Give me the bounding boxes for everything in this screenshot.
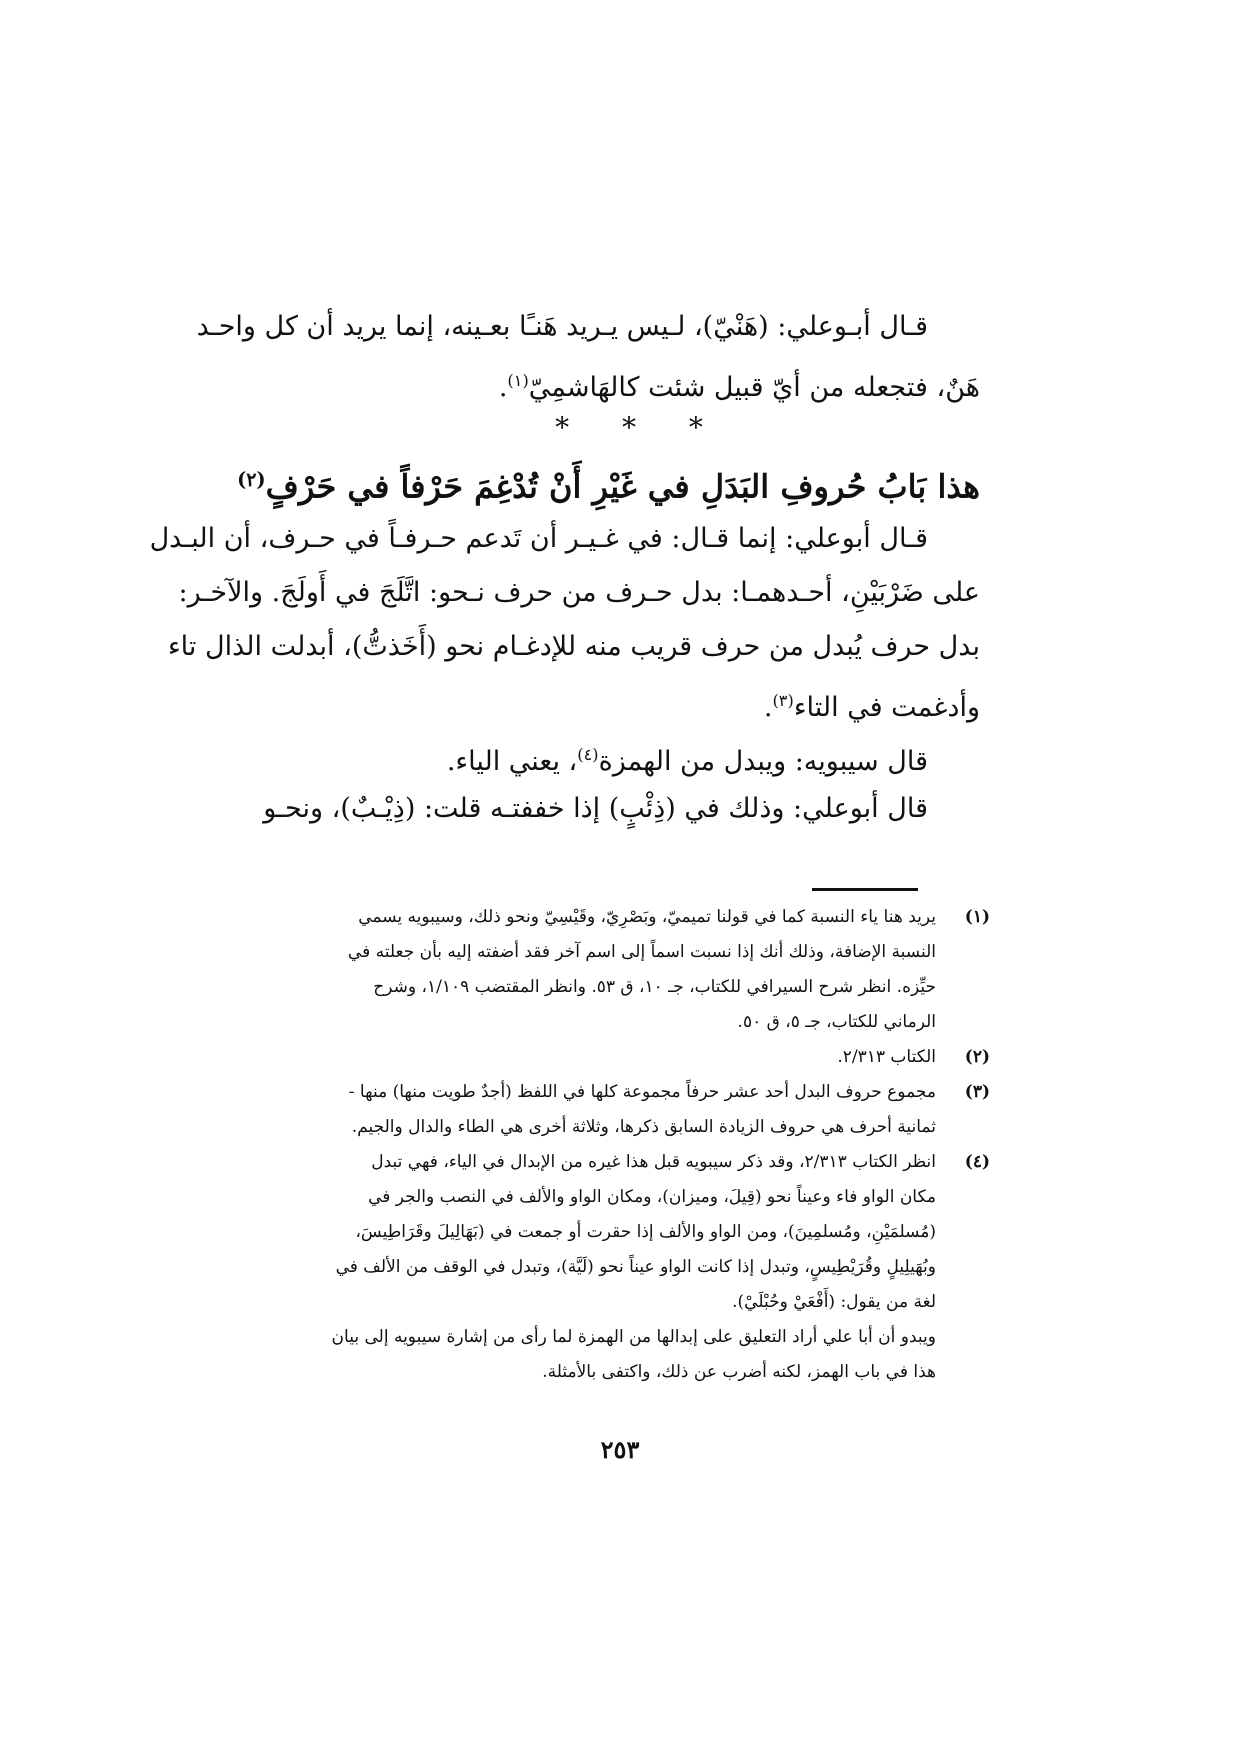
footnote-text [290,900,936,1040]
footnote-1 [290,900,990,1040]
footnote-ref-1: (١) [507,371,529,390]
paragraph-2-line-4-text: وأدغمت في التاء [793,692,980,723]
chapter-heading-text: هذا بَابُ حُروفِ البَدَلِ في غَيْرِ أَنْ تُدْغِمَ حَرْفاً في حَرْفٍ [265,467,980,506]
footnote-text [290,1145,936,1320]
footnote-line: لغة من يقول: (أَفْعَيْ وحُبْلَيْ). [732,1292,936,1312]
section-stars: * * * [555,411,725,444]
paragraph-2-line-4: وأدغمت في التاء$^{(٣)}$. [763,691,980,723]
footnote-line: يريد هنا ياء النسبة كما في قولنا تميميّ، وبَصْرِيّ، وقَيْسِيّ ونحو ذلك، وسيبويه يسمي [358,907,936,927]
footnote-text [290,1075,936,1145]
footnote-ref-3: (٣) [772,691,794,710]
footnote-3 [290,1075,990,1145]
footnote-line: ثمانية أحرف هي حروف الزيادة السابق ذكرها، وثلاثة أخرى هي الطاء والدال والجيم. [351,1117,936,1137]
footnote-ref-4: (٤) [577,745,599,764]
footnote-line: مجموع حروف البدل أحد عشر حرفاً مجموعة كلها في اللفظ (أجدٌ طويت منها) منها - [348,1082,936,1102]
footnote-number: (٢) [964,1047,990,1067]
main-text [149,300,980,836]
footnotes [290,900,990,1390]
chapter-heading [237,448,980,512]
paragraph-3-text-a: قال سيبويه: ويبدل من الهمزة [598,746,928,777]
footnote-line: الكتاب ٢/٣١٣. [837,1047,936,1067]
footnote-4 [290,1145,990,1320]
page-number: ٢٥٣ [600,1435,640,1464]
footnote-line: وبُهَيلِيلٍ وقُرَيْطِيسٍ، وتبدل إذا كانت الواو عيناً نحو (لَيَّة)، وتبدل في الوقف من الألف في [335,1257,936,1277]
paragraph-2-line-2: على ضَرْبَيْنِ، أحـدهمـا: بدل حـرف من حرف نـحو: اتَّلَجَ في أَولَجَ. والآخـر: [178,577,980,608]
paragraph-4: قال أبوعلي: وذلك في (ذِئْبٍ) إذا خففتـه قلت: (ذِيْـبٌ)، ونحـو [263,793,928,824]
footnote-line: (مُسلمَيْنِ، ومُسلمِينَ)، ومن الواو والألف إذا حقرت أو جمعت في (بَهَالِيلَ وقَرَاطِيسَ، [355,1222,936,1242]
footnote-line: حيِّزه. انظر شرح السيرافي للكتاب، جـ ١٠، ق ٥٣. وانظر المقتضب ١/١٠٩، وشرح [373,977,936,997]
footnote-line: ويبدو أن أبا علي أراد التعليق على إبدالها من الهمزة لما رأى من إشارة سيبويه إلى بيان [331,1327,936,1347]
footnote-number: (١) [964,907,990,927]
footnote-ref-2: (٢) [237,468,266,491]
footnote-line: الرماني للكتاب، جـ ٥، ق ٥٠. [737,1012,936,1032]
paragraph-1-line-1: قـال أبـوعلي: (هَنْيّ)، لـيس يـريد هَنـًا بعـينه، إنما يريد أن كل واحـد [196,311,928,342]
footnote-line: مكان الواو فاء وعيناً نحو (قِيلَ، وميزان)، ومكان الواو والألف في النصب والجر في [368,1187,936,1207]
paragraph-2-line-3: بدل حرف يُبدل من حرف قريب منه للإدغـام نحو (أَخَذتُّ)، أبدلت الذال تاء [167,631,980,662]
footnote-number: (٤) [964,1152,990,1172]
footnote-line: النسبة الإضافة، وذلك أنك إذا نسبت اسماً إلى اسم آخر فقد أضفته إليه بأن جعلته في [347,942,936,962]
paragraph-1-line-2: هَنٌ، فتجعله من أيّ قبيل شئت كالهَاشمِيّ$^{(١)}$. [498,371,980,403]
footnote-divider [812,888,918,891]
paragraph-3-text-b: ، يعني الياء. [446,746,578,777]
footnote-continuation [290,1320,990,1390]
footnote-text [290,1040,936,1075]
paragraph-1-line-2-text: هَنٌ، فتجعله من أيّ قبيل شئت كالهَاشمِيّ [528,372,980,403]
paragraph-3 [300,728,980,782]
footnote-line: انظر الكتاب ٢/٣١٣، وقد ذكر سيبويه قبل هذا غيره من الإبدال في الياء، فهي تبدل [371,1152,936,1172]
footnote-line: هذا في باب الهمز، لكنه أضرب عن ذلك، واكتفى بالأمثلة. [542,1362,936,1382]
footnote-number: (٣) [964,1082,990,1102]
paragraph-2-line-1: قـال أبوعلي: إنما قـال: في غـيـر أن تَدعم حـرفـاً في حـرف، أن البـدل [149,523,928,554]
footnote-2 [290,1040,990,1075]
